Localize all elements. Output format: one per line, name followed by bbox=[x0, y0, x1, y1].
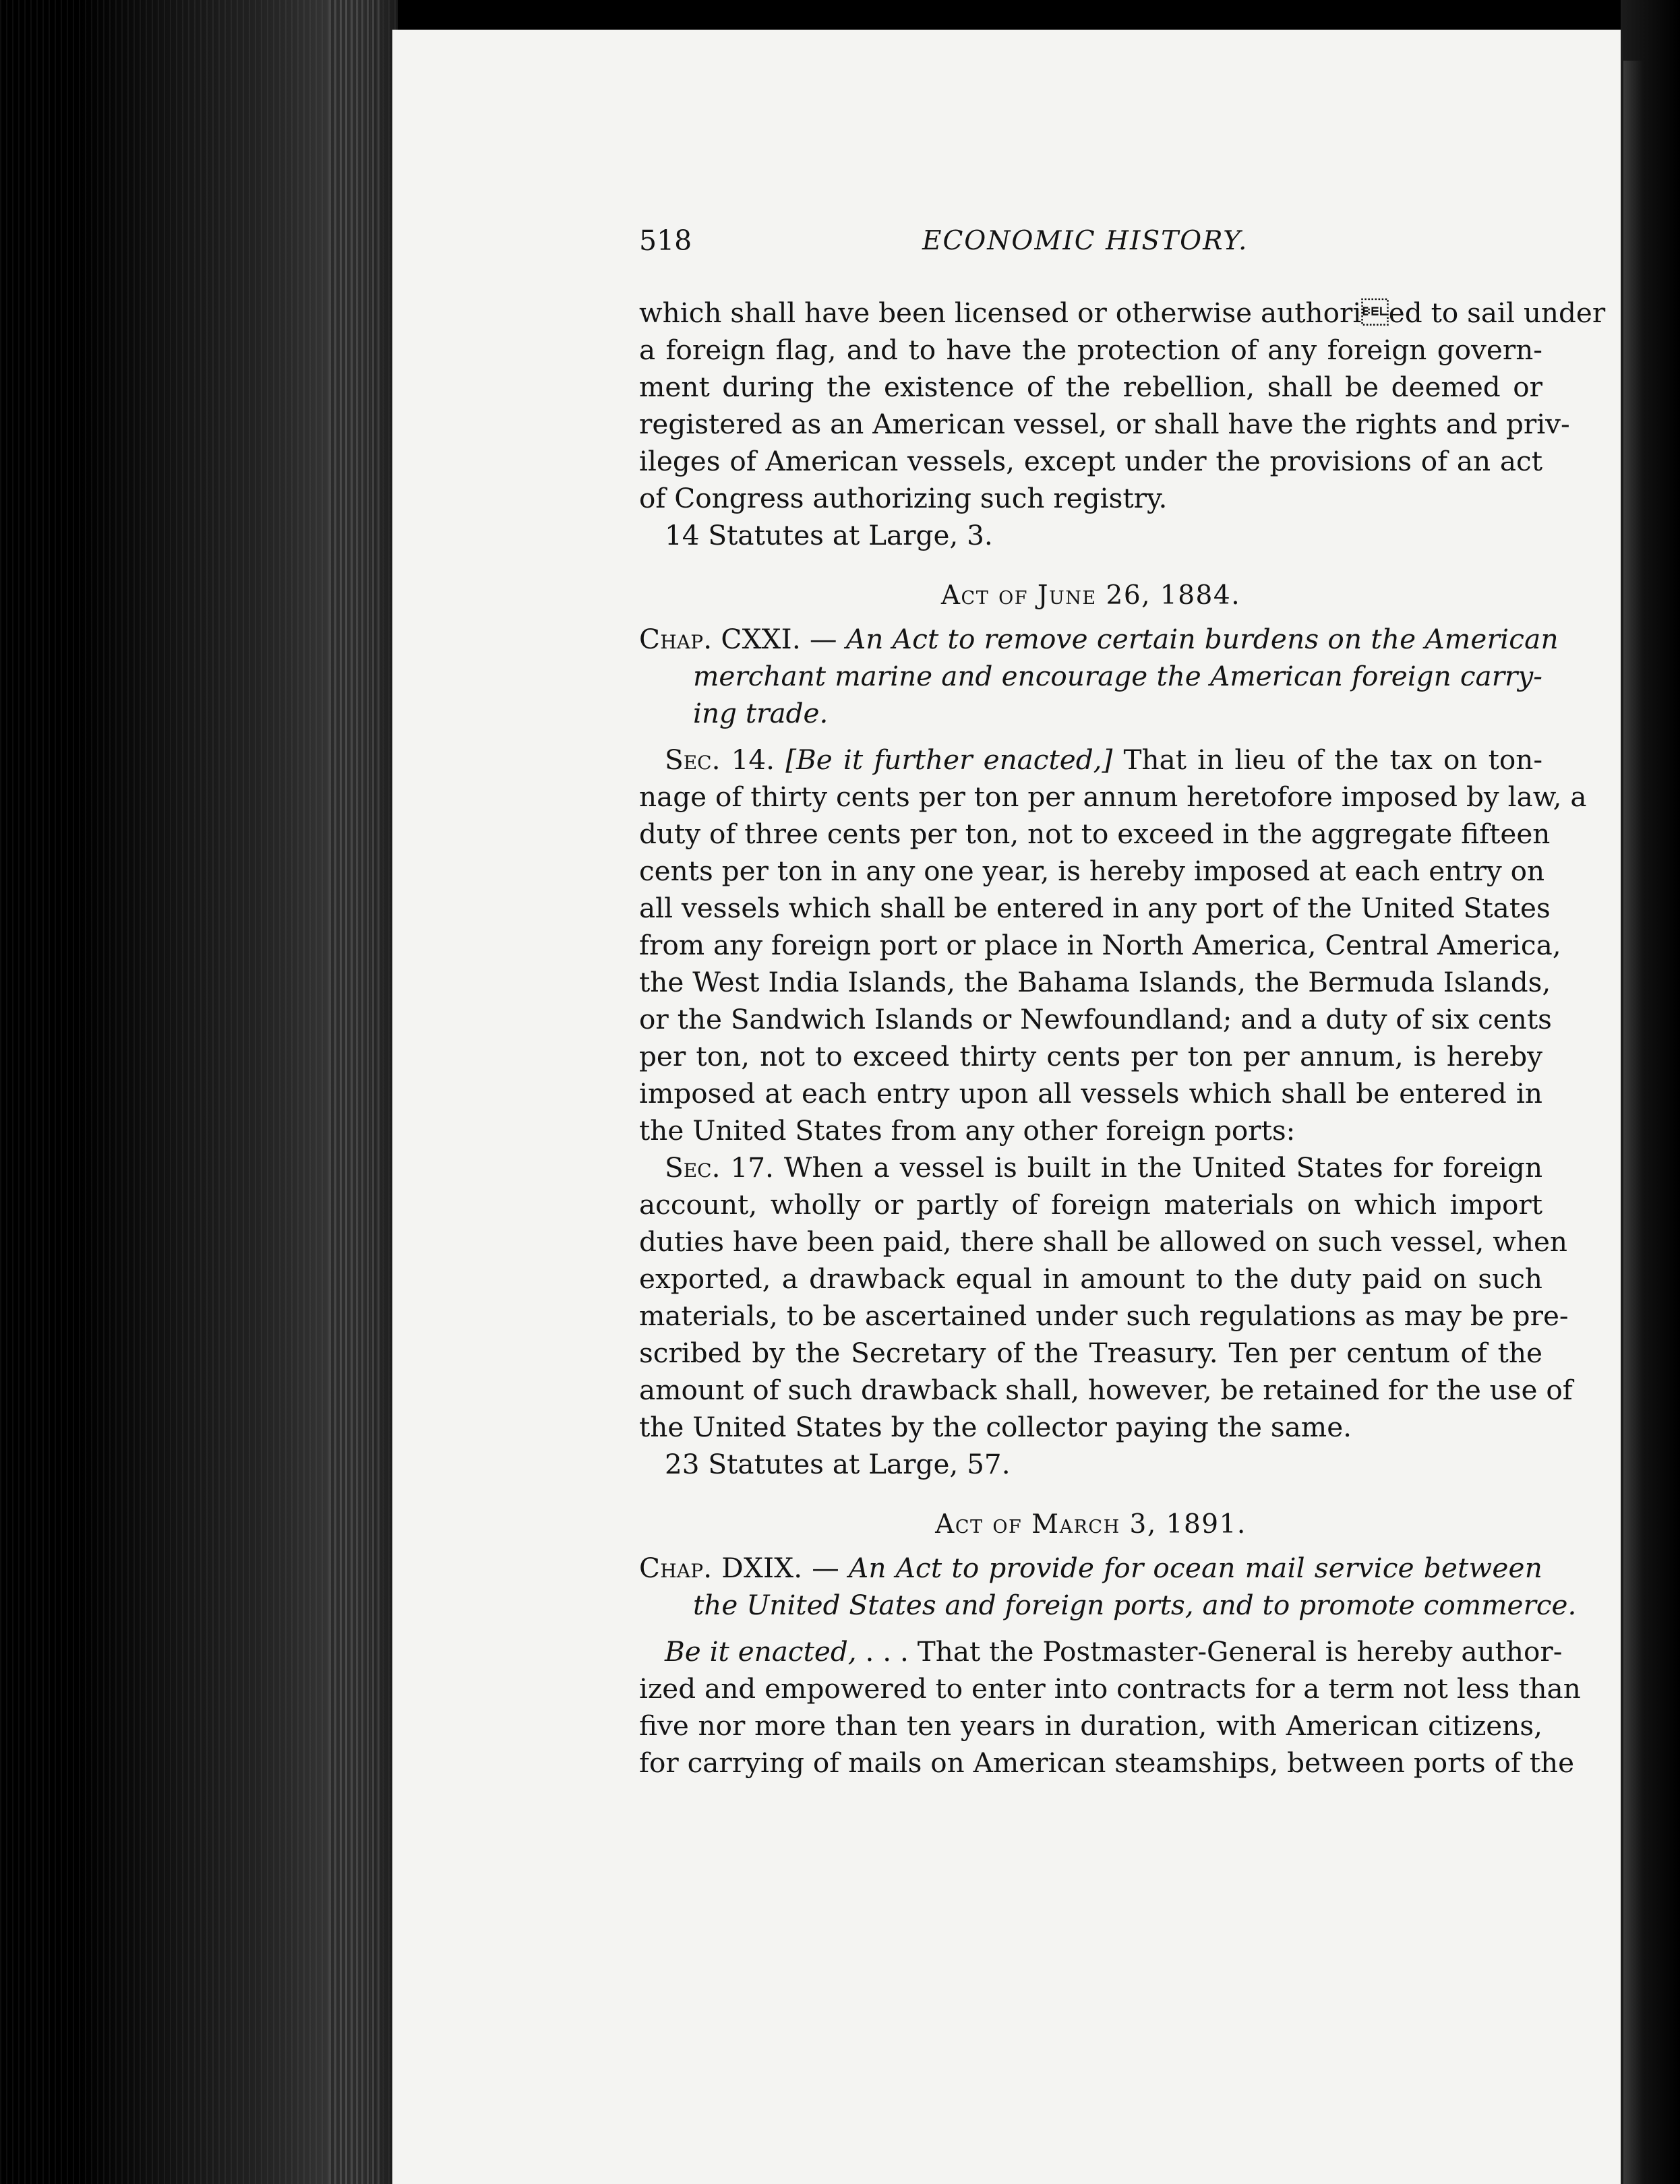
section-label: Sec. 14. bbox=[665, 744, 775, 776]
text-line: cents per ton in any one year, is hereby imposed at each entry on bbox=[639, 855, 1545, 887]
chapter-label: Chap. bbox=[639, 1552, 713, 1584]
text-line: ment during the existence of the rebellion, shall be deemed or bbox=[639, 371, 1542, 403]
text-line: which shall have been licensed or otherwise authoried to sail under bbox=[639, 297, 1606, 329]
next-page-sliver bbox=[1623, 61, 1644, 2184]
act-heading bbox=[639, 1506, 1542, 1543]
section-text: That in lieu of the tax on ton- bbox=[1123, 744, 1543, 776]
section-first-line bbox=[639, 1633, 1563, 1670]
citation: 23 Statutes at Large, 57. bbox=[665, 1448, 1011, 1480]
section-17 bbox=[639, 1149, 1573, 1483]
text-line: for carrying of mails on American steamships, between ports of the bbox=[639, 1747, 1575, 1779]
text-line: the United States from any other foreign ports: bbox=[639, 1114, 1296, 1147]
section-first-line bbox=[639, 1149, 1542, 1186]
text-line: from any foreign port or place in North America, Central America, bbox=[639, 929, 1561, 961]
text-line: duties have been paid, there shall be allowed on such vessel, when bbox=[639, 1225, 1568, 1258]
text-line: amount of such drawback shall, however, be retained for the use of bbox=[639, 1374, 1573, 1406]
text-line: exported, a drawback equal in amount to the duty paid on such bbox=[639, 1263, 1542, 1295]
chapter-title-line: ing trade. bbox=[693, 697, 829, 729]
chapter-label: Chap. bbox=[639, 623, 713, 655]
chapter-title-line: the United States and foreign ports, and to promote commerce. bbox=[693, 1589, 1577, 1621]
text-line: all vessels which shall be entered in any port of the United States bbox=[639, 892, 1551, 924]
page-text bbox=[639, 222, 1606, 1782]
text-line: ized and empowered to enter into contracts for a term not less than bbox=[639, 1672, 1581, 1705]
text-line: or the Sandwich Islands or Newfoundland; and a duty of six cents bbox=[639, 1003, 1552, 1035]
act-heading bbox=[639, 577, 1542, 614]
text-line: of Congress authorizing such registry. bbox=[639, 482, 1168, 514]
text-line: per ton, not to exceed thirty cents per ton per annum, is hereby bbox=[639, 1040, 1542, 1072]
text-line: a foreign flag, and to have the protection of any foreign govern- bbox=[639, 334, 1542, 366]
section-text: . . . That the Postmaster-General is hereby author- bbox=[865, 1635, 1563, 1668]
chapter-title-block bbox=[639, 1550, 1577, 1624]
text-line: duty of three cents per ton, not to exceed in the aggregate fifteen bbox=[639, 818, 1551, 850]
act-heading-date: 3, 1891. bbox=[1129, 1509, 1247, 1540]
running-title: ECONOMIC HISTORY. bbox=[922, 226, 1249, 256]
chapter-title-block bbox=[639, 621, 1559, 732]
text-line: nage of thirty cents per ton per annum heretofore imposed by law, a bbox=[639, 781, 1587, 813]
citation: 14 Statutes at Large, 3. bbox=[665, 519, 993, 551]
chapter-title-line: merchant marine and encourage the American foreign carry- bbox=[693, 660, 1542, 692]
act-heading-date: 26, 1884. bbox=[1106, 580, 1241, 611]
page-stack-edge bbox=[329, 0, 383, 2184]
text-line: scribed by the Secretary of the Treasury. Ten per centum of the bbox=[639, 1337, 1542, 1369]
text-line: ileges of American vessels, except under the provisions of an act bbox=[639, 445, 1542, 477]
chapter-title-line bbox=[639, 1550, 1542, 1587]
chapter-title-text: An Act to remove certain burdens on the American bbox=[845, 623, 1559, 655]
enacting-clause: Be it enacted, bbox=[665, 1635, 857, 1668]
text-line: the West India Islands, the Bahama Islands, the Bermuda Islands, bbox=[639, 966, 1551, 998]
section-14 bbox=[639, 741, 1587, 1149]
enacting-clause: [Be it further enacted,] bbox=[785, 744, 1113, 776]
chapter-title-line bbox=[639, 621, 1559, 658]
act-heading-prefix: Act of June bbox=[940, 580, 1097, 611]
text-line: the United States by the collector paying the same. bbox=[639, 1411, 1352, 1443]
section-text: When a vessel is built in the United States for foreign bbox=[783, 1151, 1543, 1184]
paragraph-registry bbox=[639, 295, 1606, 554]
enacting-section bbox=[639, 1633, 1581, 1782]
text-line: five nor more than ten years in duration, with American citizens, bbox=[639, 1709, 1542, 1742]
running-head bbox=[639, 222, 1542, 260]
chapter-number: CXXI. — bbox=[721, 623, 837, 655]
text-line: materials, to be ascertained under such regulations as may be pre- bbox=[639, 1300, 1569, 1332]
text-line: imposed at each entry upon all vessels which shall be entered in bbox=[639, 1077, 1542, 1110]
section-label: Sec. 17. bbox=[665, 1151, 774, 1184]
page-number: 518 bbox=[639, 224, 692, 257]
chapter-title-text: An Act to provide for ocean mail service between bbox=[848, 1552, 1542, 1584]
chapter-number: DXIX. — bbox=[721, 1552, 839, 1584]
text-line: registered as an American vessel, or shall have the rights and priv- bbox=[639, 408, 1570, 440]
text-line: account, wholly or partly of foreign materials on which import bbox=[639, 1188, 1542, 1221]
act-heading-prefix: Act of March bbox=[935, 1509, 1120, 1540]
section-first-line bbox=[639, 741, 1542, 779]
